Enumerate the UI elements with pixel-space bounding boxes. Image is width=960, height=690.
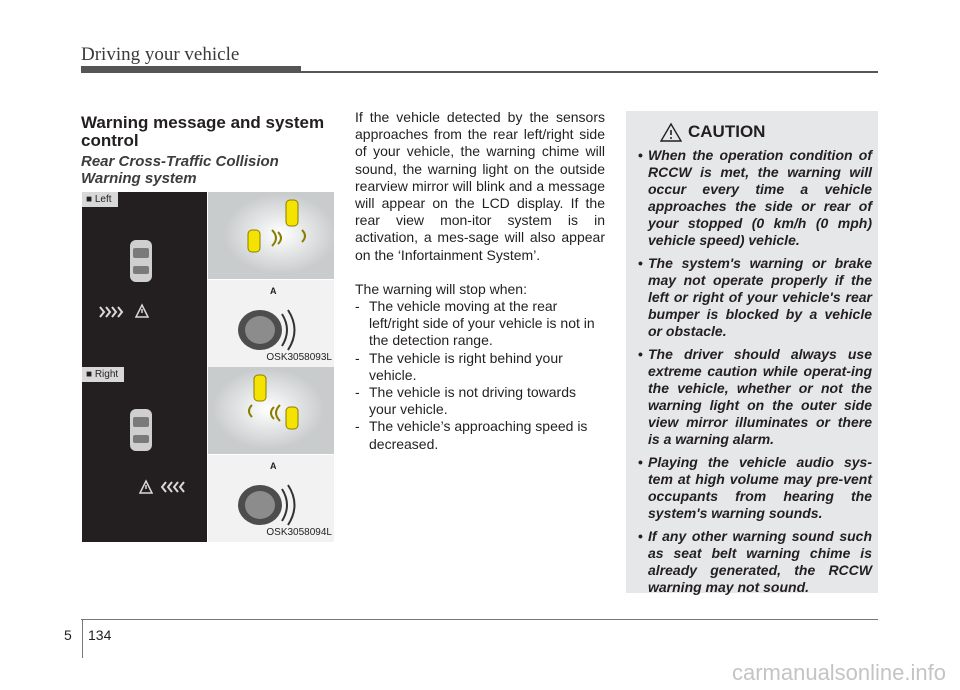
caution-title: CAUTION [688, 122, 766, 141]
header-rule [301, 71, 878, 73]
figure-right [82, 367, 334, 542]
watermark: carmanualsonline.info [731, 660, 946, 685]
figure-right-display [82, 367, 207, 542]
section-subtitle: Rear Cross-Traffic Collision Warning system [81, 153, 279, 187]
caution-item: • The system's warning or brake may not operate properly if the left or right of your vehicle's rear bumper is blocked by a vehicle or obstacle. [638, 255, 872, 339]
sensor-scene-icon [208, 192, 334, 279]
chevrons-right-icon [100, 307, 122, 317]
caution-item: • If any other warning sound such as seat belt warning chime is already generated, the RCCW warning may not sound. [638, 528, 872, 595]
figure-right-label: ■ Right [82, 367, 124, 382]
section-title: Warning message and system control [81, 113, 325, 150]
figure-right-scene [208, 367, 334, 454]
caution-list [638, 147, 872, 602]
caution-header [660, 122, 765, 142]
figure-left-display [82, 192, 207, 367]
caution-item: • Playing the vehicle audio sys-tem at high volume may pre-vent occupants from hearing the system's warning sounds. [638, 454, 872, 521]
body-text [355, 109, 605, 453]
body-paragraph: The warning will stop when: [355, 280, 527, 297]
figure-left-mirror [208, 280, 334, 367]
list-item: - The vehicle is right behind your vehicle. [355, 349, 563, 383]
caution-item: • When the operation condition of RCCW is met, the warning will occur every time a vehicle approaches the side or rear of your stopped (0 km/h (0 mph) vehicle speed) vehicle. [638, 147, 872, 248]
sensor-scene-icon [208, 367, 334, 454]
page-number: 134 [88, 627, 112, 643]
caution-item: • The driver should always use extreme caution while operat-ing the vehicle, whether or not the warning light on the outer side view mirror illuminates or there is a warning alarm. [638, 346, 872, 447]
figure-left [82, 192, 334, 367]
body-paragraph: If the vehicle detected by the sensors approaches from the rear left/right side of your vehicle, the warning chime will sound, the warning light on the outside rearview mirror will blink and a message will appear on the LCD display. If the rear view mon-itor system is in activation, a mes-sage will also appear on the ‘Infortainment System’. [355, 109, 605, 263]
footer-rule [81, 619, 878, 620]
caution-box [626, 111, 878, 593]
list-item: - The vehicle moving at the rear left/right side of your vehicle is not in the detection range. [355, 298, 595, 349]
warning-triangle-icon [140, 481, 152, 493]
mirror-letter: A [270, 286, 277, 296]
header-bar [81, 66, 301, 73]
mirror-letter: A [270, 461, 277, 471]
display-car-icon [82, 192, 207, 367]
figure-right-mirror [208, 455, 334, 542]
display-car-icon [82, 367, 207, 542]
header-title: Driving your vehicle [81, 44, 240, 65]
figure-left-scene [208, 192, 334, 279]
figure-left-code: OSK3058093L [266, 352, 332, 363]
caution-triangle-icon [660, 122, 682, 142]
chevrons-left-icon [162, 482, 184, 492]
warning-triangle-icon [136, 305, 148, 317]
chapter-number: 5 [64, 627, 72, 643]
list-item: - The vehicle’s approaching speed is decreased. [355, 418, 588, 452]
figure-left-label: ■ Left [82, 192, 118, 207]
figure-right-code: OSK3058094L [266, 527, 332, 538]
footer-divider [82, 620, 83, 658]
list-item: - The vehicle is not driving towards your vehicle. [355, 384, 576, 418]
